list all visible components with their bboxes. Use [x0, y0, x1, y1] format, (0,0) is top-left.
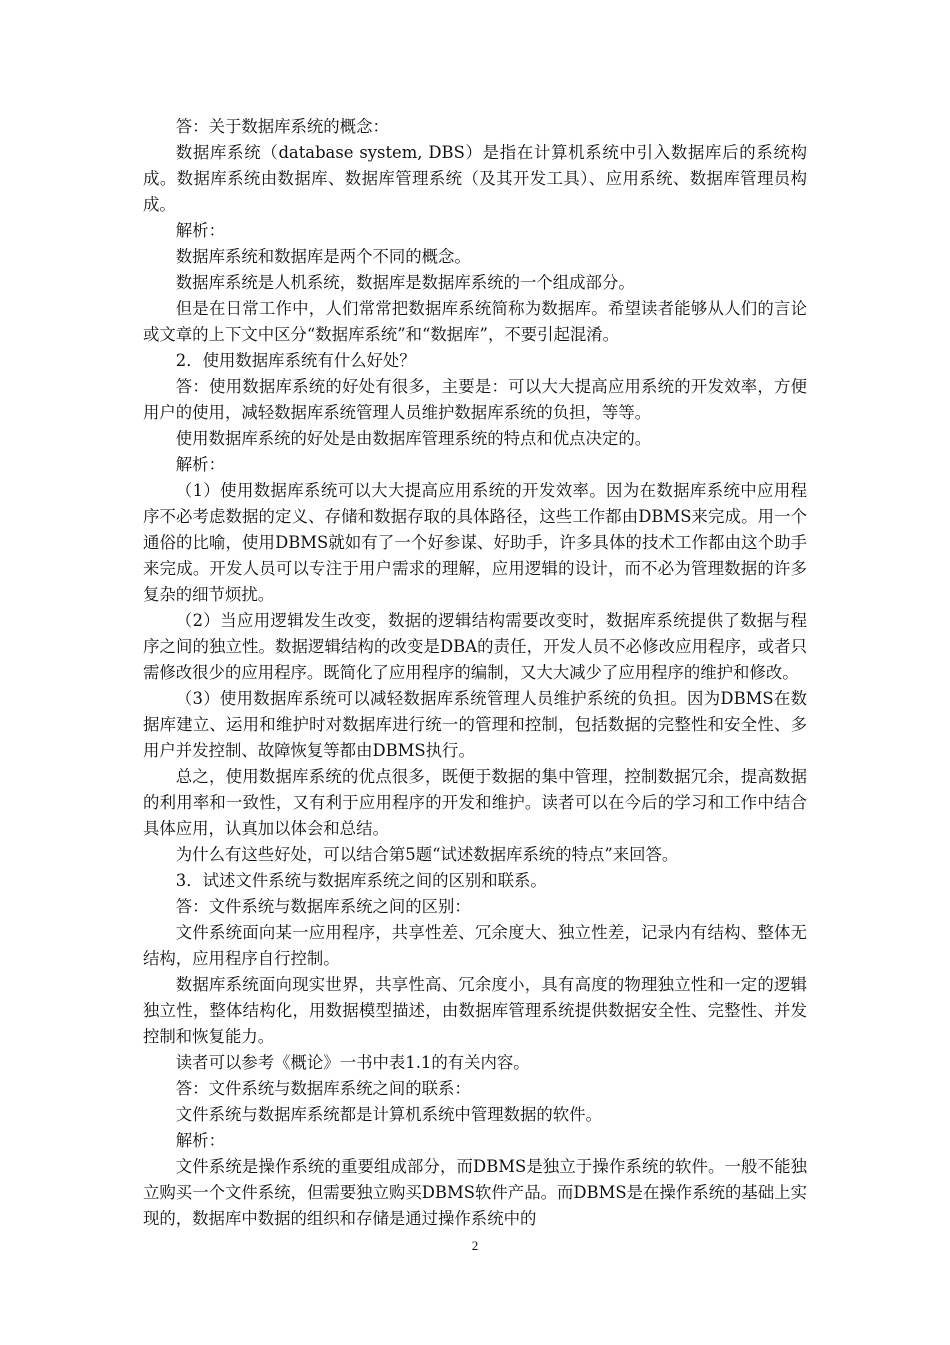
paragraph: 答：文件系统与数据库系统之间的联系： [175, 1079, 471, 1098]
question-heading: 3．试述文件系统与数据库系统之间的区别和联系。 [175, 871, 547, 890]
paragraph: 数据库系统面向现实世界，共享性高、冗余度小，具有高度的物理独立性和一定的逻辑独立性，整体结构化，用数据模型描述，由数据库管理系统提供数据安全性、完整性、并发控制和恢复能力。 [143, 975, 807, 1046]
paragraph: （3）使用数据库系统可以减轻数据库系统管理人员维护系统的负担。因为DBMS在数据库建立、运用和维护时对数据库进行统一的管理和控制，包括数据的完整性和安全性、多用户并发控制、故障恢复等都由DBMS执行。 [143, 689, 807, 760]
paragraph: 文件系统面向某一应用程序，共享性差、冗余度大、独立性差，记录内有结构、整体无结构，应用程序自行控制。 [143, 923, 807, 968]
page-number: 2 [471, 1238, 479, 1253]
paragraph: 使用数据库系统的好处是由数据库管理系统的特点和优点决定的。 [175, 429, 652, 448]
paragraph: 为什么有这些好处，可以结合第5题“试述数据库系统的特点”来回答。 [175, 845, 679, 864]
paragraph: （2）当应用逻辑发生改变，数据的逻辑结构需要改变时，数据库系统提供了数据与程序之间的独立性。数据逻辑结构的改变是DBA的责任，开发人员不必修改应用程序，或者只需修改很少的应用程序。既简化了应用程序的编制，又大大减少了应用程序的维护和修改。 [143, 611, 807, 682]
paragraph: 但是在日常工作中，人们常常把数据库系统简称为数据库。希望读者能够从人们的言论或文章的上下文中区分“数据库系统”和“数据库”，不要引起混淆。 [143, 299, 807, 344]
paragraph: 答：关于数据库系统的概念： [175, 117, 389, 136]
paragraph: 解析： [175, 455, 225, 474]
text-body [143, 114, 807, 1232]
paragraph: 总之，使用数据库系统的优点很多，既便于数据的集中管理，控制数据冗余，提高数据的利用率和一致性，又有利于应用程序的开发和维护。读者可以在今后的学习和工作中结合具体应用，认真加以体会和总结。 [143, 767, 807, 838]
paragraph: 数据库系统（database system, DBS）是指在计算机系统中引入数据库后的系统构成。数据库系统由数据库、数据库管理系统（及其开发工具）、应用系统、数据库管理员构成。 [143, 143, 807, 214]
paragraph: 答：使用数据库系统的好处有很多，主要是：可以大大提高应用系统的开发效率，方便用户的使用，减轻数据库系统管理人员维护数据库系统的负担，等等。 [143, 377, 807, 422]
question-heading: 2．使用数据库系统有什么好处？ [175, 351, 416, 370]
paragraph: 解析： [175, 1131, 225, 1150]
paragraph: 数据库系统和数据库是两个不同的概念。 [175, 247, 471, 266]
paragraph: 数据库系统是人机系统，数据库是数据库系统的一个组成部分。 [175, 273, 635, 292]
paragraph: （1）使用数据库系统可以大大提高应用系统的开发效率。因为在数据库系统中应用程序不必考虑数据的定义、存储和数据存取的具体路径，这些工作都由DBMS来完成。用一个通俗的比喻，使用DBMS就如有了一个好参谋、好助手，许多具体的技术工作都由这个助手来完成。开发人员可以专注于用户需求的理解，应用逻辑的设计，而不必为管理数据的许多复杂的细节烦扰。 [143, 481, 807, 604]
paragraph: 解析： [175, 221, 225, 240]
paragraph: 文件系统是操作系统的重要组成部分，而DBMS是独立于操作系统的软件。一般不能独立购买一个文件系统，但需要独立购买DBMS软件产品。而DBMS是在操作系统的基础上实现的，数据库中数据的组织和存储是通过操作系统中的 [143, 1157, 807, 1228]
paragraph: 读者可以参考《概论》一书中表1.1的有关内容。 [175, 1053, 530, 1072]
paragraph: 答：文件系统与数据库系统之间的区别： [175, 897, 471, 916]
paragraph: 文件系统与数据库系统都是计算机系统中管理数据的软件。 [175, 1105, 602, 1124]
